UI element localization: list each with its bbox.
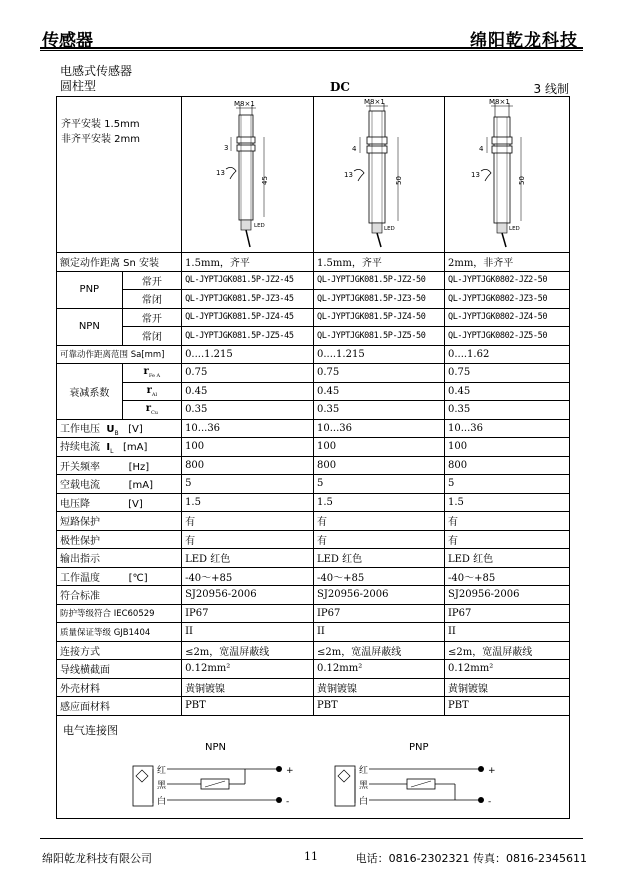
label-voltage xyxy=(57,419,182,438)
length-3: 50 xyxy=(517,176,526,185)
cell-face-3: PBT xyxy=(444,697,569,716)
noload-unit: [mA] xyxy=(128,480,153,492)
row-atten-1 xyxy=(57,364,570,383)
cell-drop-1: 1.5 xyxy=(182,493,314,512)
cell-pnp-nc-2: QL-JYPTJGK081.5P-JZ3-50 xyxy=(313,290,444,309)
pnp-red: 红 xyxy=(359,766,369,776)
cell-pnp-no-1: QL-JYPTJGK081.5P-JZ2-45 xyxy=(182,271,314,290)
current-sym: I xyxy=(106,442,111,454)
cell-temp-3: -40～+85 xyxy=(444,567,569,586)
cell-voltage-2: 10...36 xyxy=(313,419,444,438)
cell-r2-3: 0.45 xyxy=(444,382,569,401)
install-flush: 齐平安装 1.5mm xyxy=(61,119,140,130)
label-std: 符合标准 xyxy=(57,586,182,605)
cell-ip-3: IP67 xyxy=(444,604,569,623)
row-atten-3 xyxy=(57,401,570,420)
row-atten-2 xyxy=(57,382,570,401)
label-ip: 防护等级符合 IEC60529 xyxy=(57,604,182,623)
voltage-sub: B xyxy=(114,429,119,437)
label-drop xyxy=(57,493,182,512)
cell-r2-2: 0.45 xyxy=(313,382,444,401)
header-rule xyxy=(40,47,583,49)
cell-current-1: 100 xyxy=(182,438,314,457)
dim-a-2: 4 xyxy=(351,145,357,153)
cell-led-1: LED 红色 xyxy=(182,549,314,568)
led-label-3: LED xyxy=(508,226,520,232)
cell-housing-1: 黄铜镀镍 xyxy=(182,678,314,697)
cell-led-3: LED 红色 xyxy=(444,549,569,568)
current-name: 持续电流 xyxy=(60,442,100,454)
cell-sa-2: 0....1.215 xyxy=(313,345,444,364)
row-wire xyxy=(57,660,570,679)
cell-short-1: 有 xyxy=(182,512,314,531)
install-nonflush: 非齐平安装 2mm xyxy=(61,134,141,145)
dim-b-3: 13 xyxy=(470,171,480,179)
cell-short-3: 有 xyxy=(444,512,569,531)
cell-sa-3: 0....1.62 xyxy=(444,345,569,364)
label-short: 短路保护 xyxy=(57,512,182,531)
footer-rule xyxy=(40,838,583,839)
current-sub: L xyxy=(110,448,114,456)
sub-r-al: Al xyxy=(151,391,158,398)
cell-std-3: SJ20956-2006 xyxy=(444,586,569,605)
dc-label: DC xyxy=(330,80,350,94)
cell-ip-1: IP67 xyxy=(182,604,314,623)
dim-a-1: 3 xyxy=(224,144,229,152)
pnp-plus: + xyxy=(488,766,496,776)
sym-r-al: r xyxy=(146,384,152,396)
cell-sn-2: 1.5mm，齐平 xyxy=(313,253,444,272)
cell-temp-2: -40～+85 xyxy=(313,567,444,586)
dim-b-2: 13 xyxy=(343,171,353,179)
drawing-1 xyxy=(182,97,314,253)
label-sa: 可靠动作距离范围 Sa[mm] xyxy=(57,345,182,364)
length-1: 45 xyxy=(261,176,270,185)
cell-current-3: 100 xyxy=(444,438,569,457)
wiring-diagram xyxy=(57,716,571,820)
row-ip xyxy=(57,604,570,623)
drawing-row xyxy=(57,97,570,253)
row-current xyxy=(57,438,570,457)
npn-white: 白 xyxy=(157,797,167,807)
dim-b-1: 13 xyxy=(216,169,225,177)
row-pnp-no xyxy=(57,271,570,290)
cell-r1-3: 0.75 xyxy=(444,364,569,383)
cell-r1-2: 0.75 xyxy=(313,364,444,383)
row-sn xyxy=(57,253,570,272)
cell-npn-nc-3: QL-JYPTJGK0802-JZ5-50 xyxy=(444,327,569,346)
voltage-unit: [V] xyxy=(128,423,143,435)
thread-label-3: M8×1 xyxy=(488,98,510,106)
label-polar: 极性保护 xyxy=(57,530,182,549)
row-housing xyxy=(57,678,570,697)
label-r-al xyxy=(122,382,181,401)
cell-ip-2: IP67 xyxy=(313,604,444,623)
cell-freq-1: 800 xyxy=(182,456,314,475)
temp-unit: [℃] xyxy=(128,572,148,584)
npn-black: 黑 xyxy=(157,781,167,791)
spec-table xyxy=(56,96,570,716)
sub-r-cu: Cu xyxy=(150,410,159,417)
pnp-black: 黑 xyxy=(359,781,369,791)
cell-led-2: LED 红色 xyxy=(313,549,444,568)
cell-temp-1: -40～+85 xyxy=(182,567,314,586)
led-label-1: LED xyxy=(254,223,265,229)
row-std xyxy=(57,586,570,605)
drop-name: 电压降 xyxy=(60,498,90,510)
electrical-diagram-box xyxy=(56,715,570,819)
sym-r-fe: r xyxy=(143,366,149,378)
wire-count-label: 3 线制 xyxy=(533,82,569,96)
current-unit: [mA] xyxy=(122,442,148,454)
header-rule-thin xyxy=(40,50,583,51)
pnp-sensor-box xyxy=(335,766,355,806)
sensor-drawing-2 xyxy=(314,97,444,249)
cell-voltage-3: 10...36 xyxy=(444,419,569,438)
cell-std-1: SJ20956-2006 xyxy=(182,586,314,605)
label-quality: 质量保证等级 GJB1404 xyxy=(57,623,182,642)
cell-polar-1: 有 xyxy=(182,530,314,549)
label-pnp-no: 常开 xyxy=(122,271,181,290)
pnp-white: 白 xyxy=(359,797,369,807)
drop-unit: [V] xyxy=(128,498,143,510)
voltage-name: 工作电压 xyxy=(60,423,100,435)
cell-quality-1: II xyxy=(182,623,314,642)
label-led: 输出指示 xyxy=(57,549,182,568)
category-shape: 圆柱型 xyxy=(60,79,97,93)
drawing-2 xyxy=(313,97,444,253)
pnp-minus: - xyxy=(488,797,492,807)
cell-housing-2: 黄铜镀镍 xyxy=(313,678,444,697)
footer-company: 绵阳乾龙科技有限公司 xyxy=(42,852,152,865)
cell-face-2: PBT xyxy=(313,697,444,716)
sensor-drawing-1 xyxy=(182,97,312,249)
cell-wire-2: 0.12mm² xyxy=(313,660,444,679)
cell-pnp-no-2: QL-JYPTJGK081.5P-JZ2-50 xyxy=(313,271,444,290)
cell-conn-2: ≤2m，宽温屏蔽线 xyxy=(313,641,444,660)
cell-npn-nc-2: QL-JYPTJGK081.5P-JZ5-50 xyxy=(313,327,444,346)
dim-a-3: 4 xyxy=(478,145,484,153)
label-conn: 连接方式 xyxy=(57,641,182,660)
cell-pnp-nc-3: QL-JYPTJGK0802-JZ3-50 xyxy=(444,290,569,309)
cell-conn-3: ≤2m，宽温屏蔽线 xyxy=(444,641,569,660)
cell-sa-1: 0....1.215 xyxy=(182,345,314,364)
row-pnp-nc xyxy=(57,290,570,309)
cell-npn-nc-1: QL-JYPTJGK081.5P-JZ5-45 xyxy=(182,327,314,346)
label-npn-no: 常开 xyxy=(122,308,181,327)
sensor-drawing-3 xyxy=(445,97,569,249)
category-type: 电感式传感器 xyxy=(60,64,133,78)
cell-freq-3: 800 xyxy=(444,456,569,475)
install-cell xyxy=(57,97,182,253)
footer-contact: 电话：0816-2302321 传真：0816-2345611 xyxy=(355,852,587,865)
cell-short-2: 有 xyxy=(313,512,444,531)
label-atten: 衰减系数 xyxy=(57,364,123,420)
cell-drop-2: 1.5 xyxy=(313,493,444,512)
cell-sn-1: 1.5mm，齐平 xyxy=(182,253,314,272)
cell-wire-3: 0.12mm² xyxy=(444,660,569,679)
row-voltage xyxy=(57,419,570,438)
category xyxy=(60,64,132,94)
row-npn-nc xyxy=(57,327,570,346)
cell-r3-3: 0.35 xyxy=(444,401,569,420)
label-wire: 导线横截面 xyxy=(57,660,182,679)
cell-freq-2: 800 xyxy=(313,456,444,475)
cell-face-1: PBT xyxy=(182,697,314,716)
cell-pnp-no-3: QL-JYPTJGK0802-JZ2-50 xyxy=(444,271,569,290)
row-polar xyxy=(57,530,570,549)
cell-pnp-nc-1: QL-JYPTJGK081.5P-JZ3-45 xyxy=(182,290,314,309)
row-temp xyxy=(57,567,570,586)
thread-label-2: M8×1 xyxy=(363,98,385,106)
page-number: 11 xyxy=(304,850,318,863)
cell-conn-1: ≤2m，宽温屏蔽线 xyxy=(182,641,314,660)
cell-npn-no-2: QL-JYPTJGK081.5P-JZ4-50 xyxy=(313,308,444,327)
cell-sn-3: 2mm，非齐平 xyxy=(444,253,569,272)
sym-r-cu: r xyxy=(145,403,151,415)
npn-title: NPN xyxy=(205,742,226,753)
cell-quality-3: II xyxy=(444,623,569,642)
label-face: 感应面材料 xyxy=(57,697,182,716)
label-sn: 额定动作距离 Sn 安装 xyxy=(57,253,182,272)
npn-sensor-box xyxy=(133,766,153,806)
header-title: 传感器 xyxy=(42,31,93,51)
length-2: 50 xyxy=(394,176,403,185)
freq-unit: [Hz] xyxy=(128,461,150,473)
label-r-cu xyxy=(122,401,181,420)
row-short xyxy=(57,512,570,531)
cell-npn-no-3: QL-JYPTJGK0802-JZ4-50 xyxy=(444,308,569,327)
label-noload xyxy=(57,475,182,494)
cell-std-2: SJ20956-2006 xyxy=(313,586,444,605)
label-housing: 外壳材料 xyxy=(57,678,182,697)
label-freq xyxy=(57,456,182,475)
row-led xyxy=(57,549,570,568)
label-r-fe xyxy=(122,364,181,383)
cell-noload-3: 5 xyxy=(444,475,569,494)
npn-red: 红 xyxy=(157,766,167,776)
led-label-2: LED xyxy=(383,226,395,232)
cell-noload-2: 5 xyxy=(313,475,444,494)
cell-npn-no-1: QL-JYPTJGK081.5P-JZ4-45 xyxy=(182,308,314,327)
row-conn xyxy=(57,641,570,660)
cell-r3-1: 0.35 xyxy=(182,401,314,420)
npn-plus: + xyxy=(286,766,294,776)
cell-drop-3: 1.5 xyxy=(444,493,569,512)
drawing-3 xyxy=(444,97,569,253)
label-temp xyxy=(57,567,182,586)
cell-polar-2: 有 xyxy=(313,530,444,549)
row-freq xyxy=(57,456,570,475)
cell-polar-3: 有 xyxy=(444,530,569,549)
thread-label-1: M8×1 xyxy=(234,100,255,108)
electrical-title: 电气连接图 xyxy=(63,724,118,737)
cell-noload-1: 5 xyxy=(182,475,314,494)
cell-current-2: 100 xyxy=(313,438,444,457)
voltage-sym: U xyxy=(106,423,115,435)
row-face xyxy=(57,697,570,716)
cell-r3-2: 0.35 xyxy=(313,401,444,420)
cell-wire-1: 0.12mm² xyxy=(182,660,314,679)
pnp-title: PNP xyxy=(409,742,429,753)
row-npn-no xyxy=(57,308,570,327)
row-sa xyxy=(57,345,570,364)
cell-quality-2: II xyxy=(313,623,444,642)
cell-r1-1: 0.75 xyxy=(182,364,314,383)
label-pnp: PNP xyxy=(57,271,123,308)
row-noload xyxy=(57,475,570,494)
label-npn: NPN xyxy=(57,308,123,345)
row-quality xyxy=(57,623,570,642)
cell-voltage-1: 10...36 xyxy=(182,419,314,438)
freq-name: 开关频率 xyxy=(60,461,100,473)
label-current xyxy=(57,438,182,457)
label-pnp-nc: 常闭 xyxy=(122,290,181,309)
header-company: 绵阳乾龙科技 xyxy=(470,31,578,51)
label-npn-nc: 常闭 xyxy=(122,327,181,346)
temp-name: 工作温度 xyxy=(60,572,100,584)
cell-r2-1: 0.45 xyxy=(182,382,314,401)
noload-name: 空载电流 xyxy=(60,480,100,492)
npn-minus: - xyxy=(286,797,290,807)
cell-housing-3: 黄铜镀镍 xyxy=(444,678,569,697)
sub-r-fe: Fe A xyxy=(148,373,161,380)
row-drop xyxy=(57,493,570,512)
